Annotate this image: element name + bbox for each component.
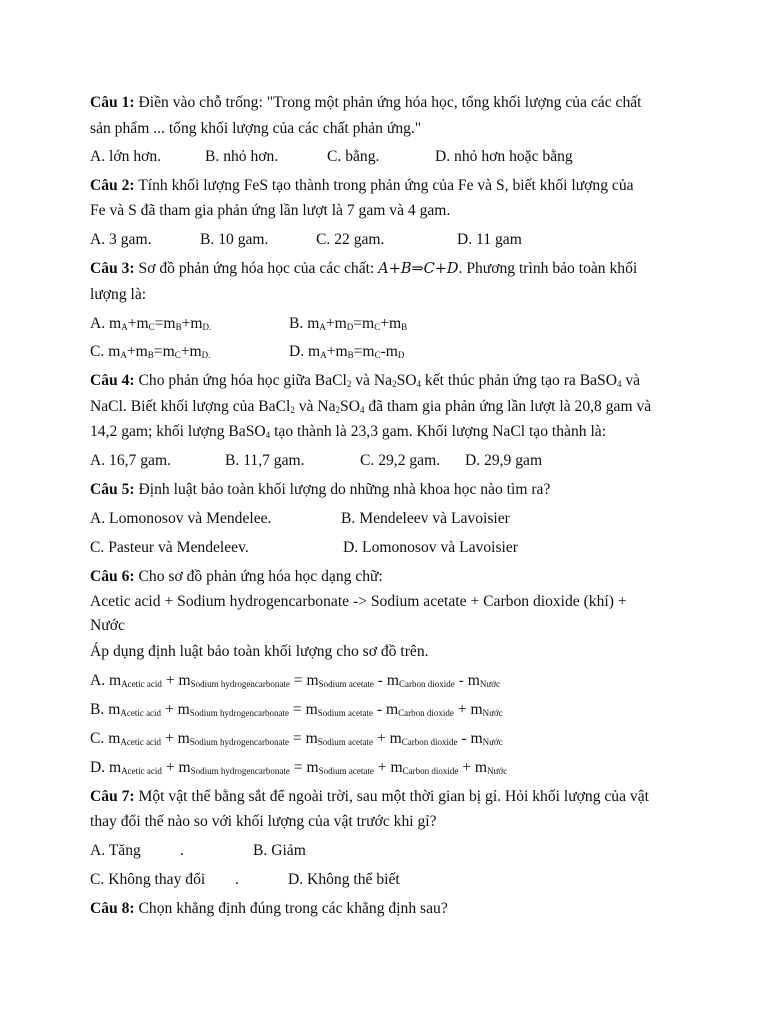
q7-stem-line2: thay đổi thế nào so với khối lượng của vật trước khi gỉ? (90, 813, 437, 830)
q7-label: Câu 7: (90, 788, 135, 805)
q4-option-c: C. 29,2 gam. (360, 452, 441, 469)
q2-option-c: C. 22 gam. (316, 231, 385, 248)
q6-option-d: D. $m_{Acetic acid} + m_{Sodium hydrogencarbonate} = m_{Sodium acetate} + m_{Carbon dioxide} + m_{Nước}$ (90, 759, 508, 776)
q3-option-b: B. $m_A+m_D=m_C+m_B$ (289, 315, 408, 332)
q3-text-tail: . Phương trình bảo toàn khối (458, 260, 638, 277)
q6-instruction: Áp dụng định luật bảo toàn khối lượng cho sơ đồ trên. (90, 643, 429, 660)
q7-dot-2: . (235, 871, 239, 888)
q3-option-d: D. $m_A+m_B=m_C-m_D$ (289, 343, 405, 360)
q6-option-b: B. $m_{Acetic acid} + m_{Sodium hydrogencarbonate} = m_{Sodium acetate} - m_{Carbon dioxide} + m_{Nước}$ (90, 701, 503, 718)
q3-stem-line1 (90, 259, 637, 279)
q7-dot-1: . (180, 842, 184, 859)
q4-stem-line3: 14,2 gam; khối lượng BaSO$_4$ tạo thành là 23,3 gam. Khối lượng NaCl tạo thành là: (90, 423, 607, 440)
q6-option-a: A. $m_{Acetic acid} + m_{Sodium hydrogencarbonate} = m_{Sodium acetate} - m_{Carbon dioxide} - m_{Nước}$ (90, 672, 500, 689)
q1-label: Câu 1: (90, 94, 135, 111)
q4-stem-line2: NaCl. Biết khối lượng của BaCl$_2$ và $Na_2SO_4$ đã tham gia phản ứng lần lượt là 20,8 gam và (90, 398, 652, 415)
q4-option-b: B. 11,7 gam. (225, 452, 305, 469)
q6-option-c: C. $m_{Acetic acid} + m_{Sodium hydrogencarbonate} = m_{Sodium acetate} + m_{Carbon dioxide} - m_{Nước}$ (90, 730, 503, 747)
q6-scheme-line1: Acetic acid + Sodium hydrogencarbonate -> Sodium acetate + Carbon dioxide (khí) + (90, 593, 627, 610)
q1-option-a: A. lớn hơn. (90, 148, 162, 165)
q5-label: Câu 5: (90, 481, 135, 498)
q5-text: Định luật bảo toàn khối lượng do những nhà khoa học nào tìm ra? (134, 481, 551, 498)
q2-option-d: D. 11 gam (457, 231, 522, 248)
q4-option-a: A. 16,7 gam. (90, 452, 171, 469)
q6-text: Cho sơ đồ phản ứng hóa học dạng chữ: (134, 568, 383, 585)
q6-stem (90, 567, 383, 587)
q3-option-a: A. $m_A+m_C=m_B+m_{D.}$ (90, 315, 212, 332)
q5-stem (90, 480, 550, 500)
q2-stem-line2: Fe và S đã tham gia phản ứng lần lượt là 7 gam và 4 gam. (90, 202, 451, 219)
q8-text: Chọn khẳng định đúng trong các khẳng định sau? (134, 900, 448, 917)
q2-stem-line1 (90, 176, 634, 196)
q3-formula: A+B⇒C+D (378, 261, 459, 277)
q7-option-a: A. Tăng (90, 842, 141, 859)
q3-label: Câu 3: (90, 260, 135, 277)
q7-stem-line1 (90, 787, 649, 807)
q2-text: Tính khối lượng FeS tạo thành trong phản ứng của Fe và S, biết khối lượng của (134, 177, 634, 194)
q5-option-a: A. Lomonosov và Mendelee. (90, 510, 272, 527)
q1-option-b: B. nhỏ hơn. (205, 148, 279, 165)
q4-stem-line1: Câu 4: Cho phản ứng hóa học giữa BaCl$_2$ và $Na_2SO_4$ kết thúc phản ứng tạo ra BaSO$_4$ và (90, 372, 641, 389)
q1-option-d: D. nhỏ hơn hoặc bằng (435, 148, 573, 165)
q1-option-c: C. bằng. (327, 148, 380, 165)
q6-scheme-line2: Nước (90, 617, 125, 634)
q1-text: Điền vào chỗ trống: "Trong một phản ứng hóa học, tổng khối lượng của các chất (134, 94, 642, 111)
q3-option-c: C. $m_A+m_B=m_C+m_{D.}$ (90, 343, 211, 360)
q2-option-a: A. 3 gam. (90, 231, 152, 248)
q5-option-c: C. Pasteur và Mendeleev. (90, 539, 249, 556)
q6-label: Câu 6: (90, 568, 135, 585)
q1-stem-line1 (90, 93, 642, 113)
q7-option-c: C. Không thay đổi (90, 871, 206, 888)
q1-stem-line2: sản phẩm ... tổng khối lượng của các chất phản ứng." (90, 120, 422, 137)
q7-option-d: D. Không thể biết (288, 871, 400, 888)
q3-stem-line2: lượng là: (90, 286, 147, 303)
q8-stem (90, 899, 448, 919)
q5-option-b: B. Mendeleev và Lavoisier (341, 510, 510, 527)
q7-option-b: B. Giảm (253, 842, 306, 859)
q2-label: Câu 2: (90, 177, 135, 194)
q8-label: Câu 8: (90, 900, 135, 917)
q4-option-d: D. 29,9 gam (465, 452, 543, 469)
q2-option-b: B. 10 gam. (200, 231, 269, 248)
q4-label: Câu 4: (90, 372, 135, 389)
q5-option-d: D. Lomonosov và Lavoisier (343, 539, 518, 556)
q3-text: Sơ đồ phản ứng hóa học của các chất: (134, 260, 379, 277)
q7-text: Một vật thể bằng sắt để ngoài trời, sau một thời gian bị gỉ. Hỏi khối lượng của vật (134, 788, 649, 805)
